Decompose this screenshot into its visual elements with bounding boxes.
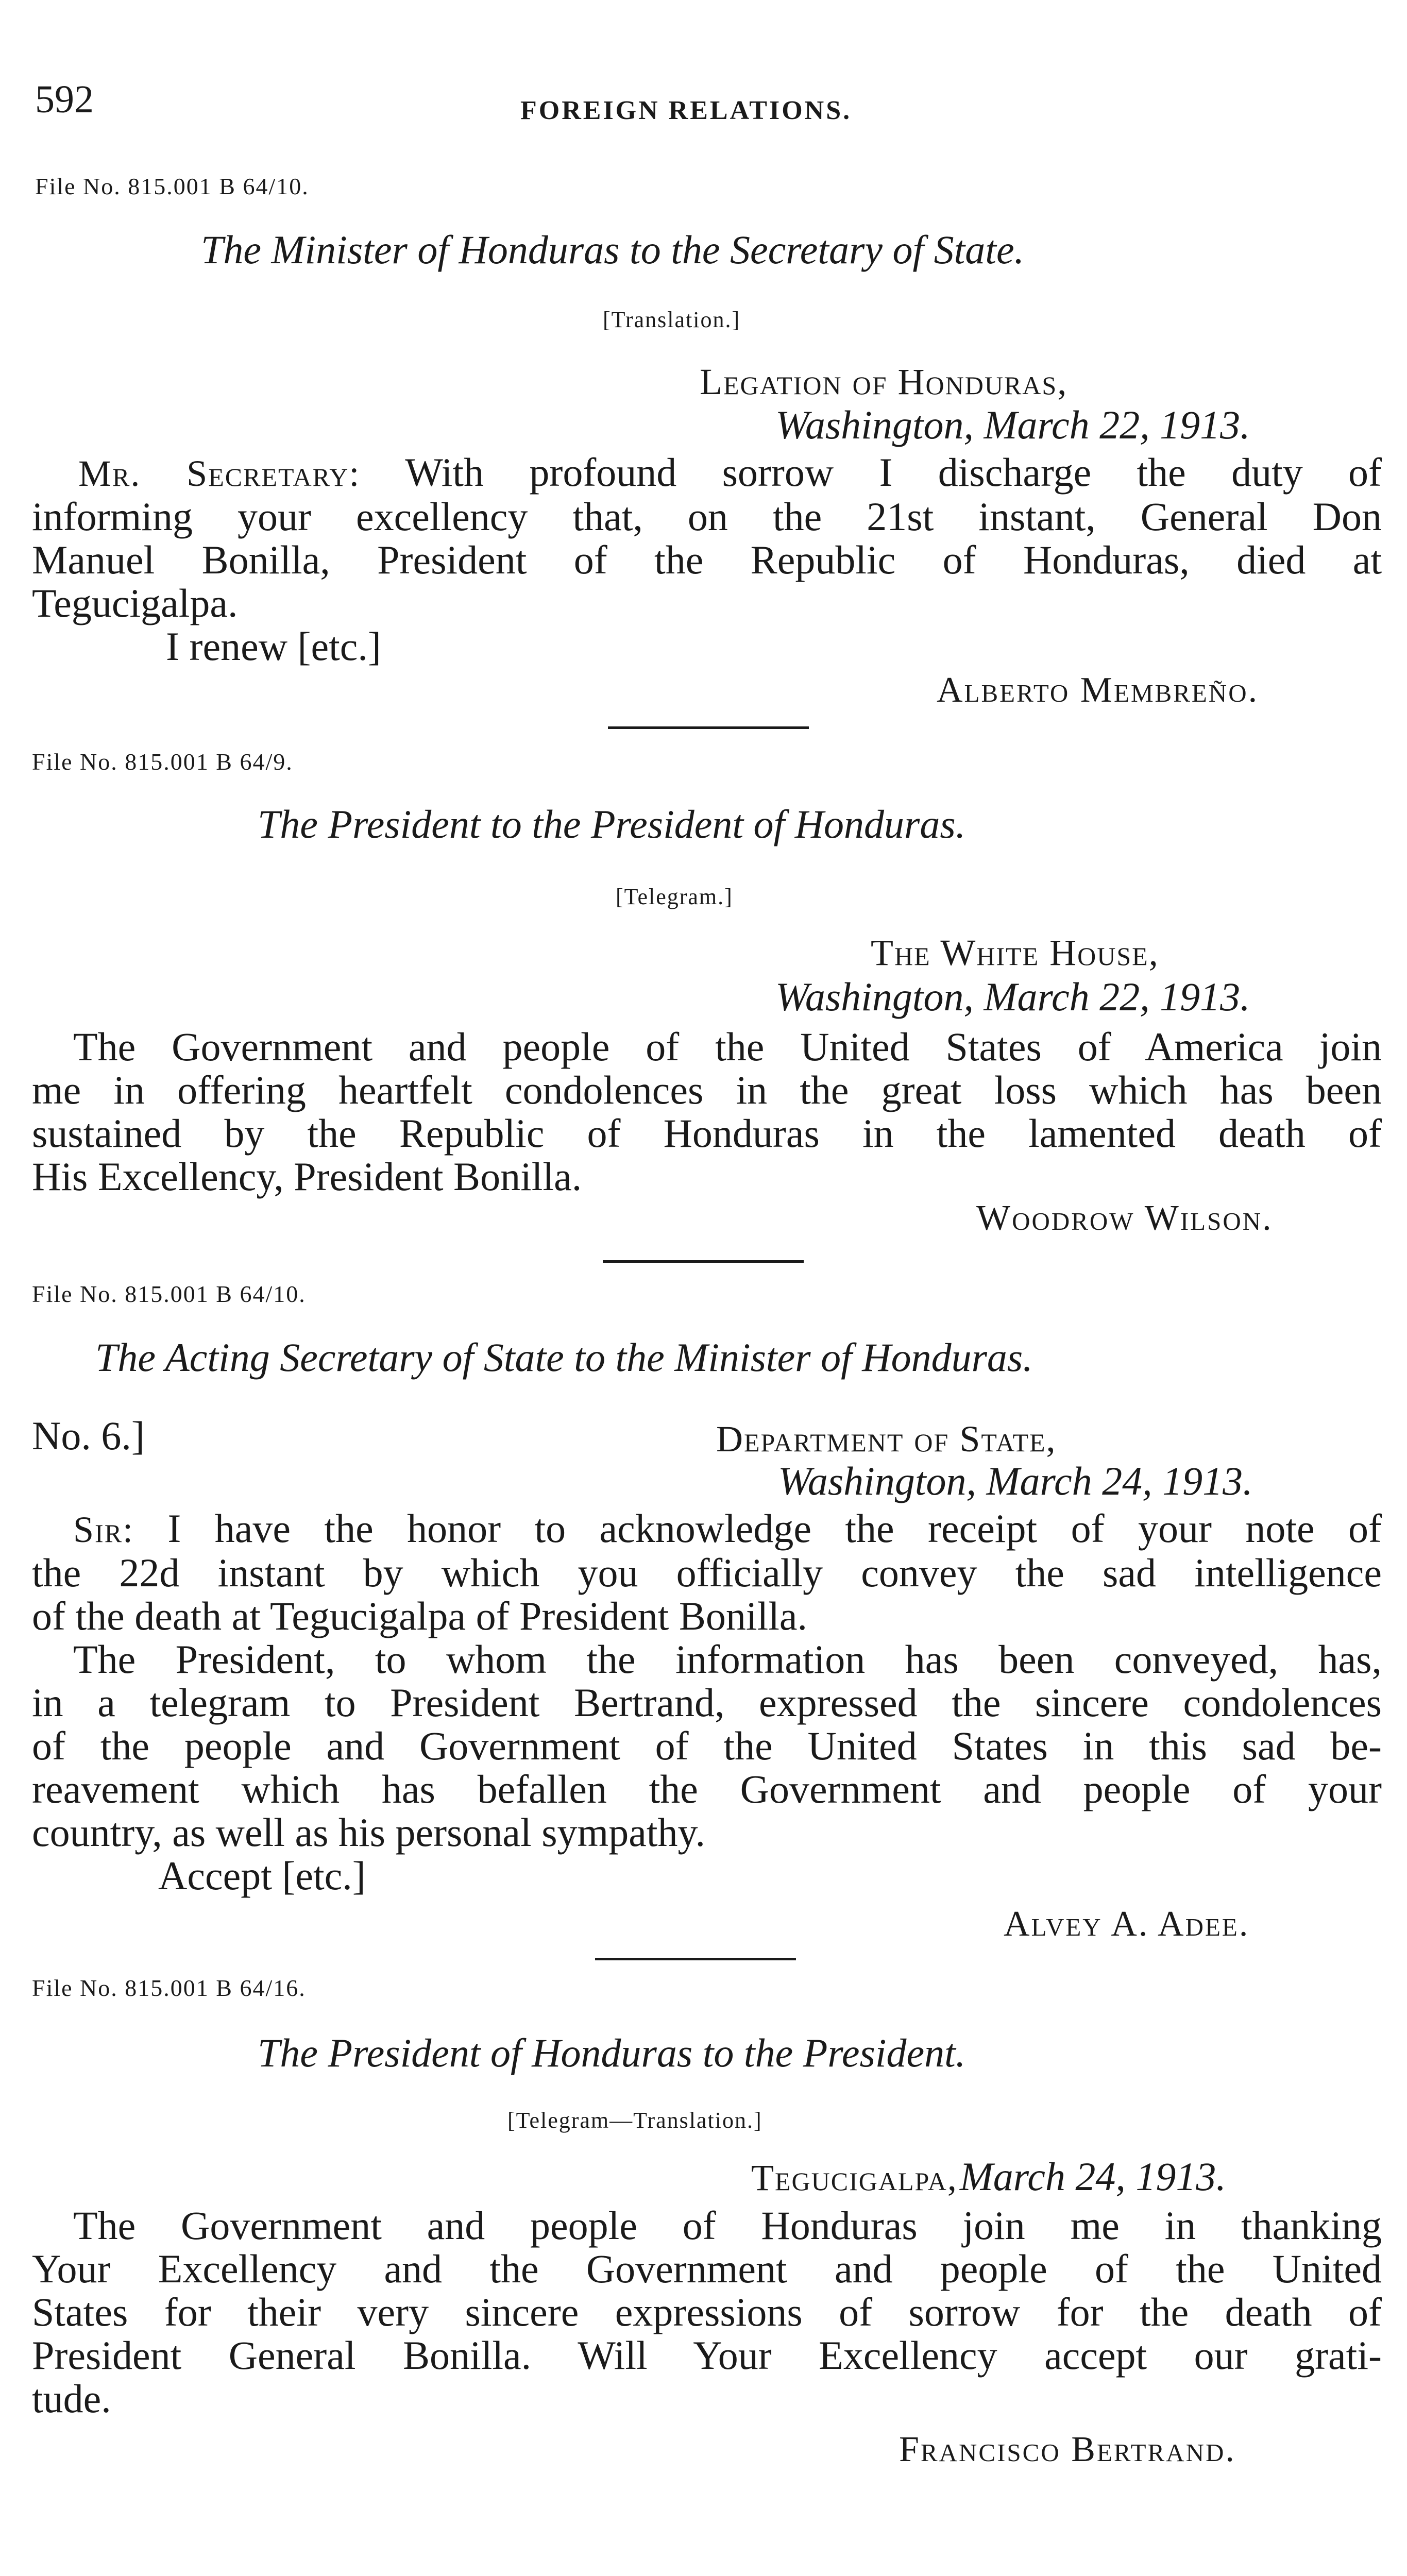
letter-date: Washington, March 22, 1913. (775, 974, 1250, 1019)
letter-title: The President of Honduras to the President. (258, 2030, 966, 2075)
body-line: Sir: I have the honor to acknowledge the receipt of your note of (73, 1506, 1382, 1551)
divider (603, 1260, 804, 1263)
letter-place: Legation of Honduras, (700, 361, 1068, 402)
body-line: country, as well as his personal sympathy. (32, 1810, 705, 1855)
file-number: File No. 815.001 B 64/9. (32, 749, 293, 775)
signature: Alvey A. Adee. (1004, 1904, 1250, 1944)
file-number: File No. 815.001 B 64/10. (32, 1281, 306, 1307)
salutation: Sir: (73, 1509, 134, 1550)
page-number: 592 (35, 78, 94, 121)
letter-body (32, 1507, 1382, 1897)
body-line: of the death at Tegucigalpa of President Bonilla. (32, 1594, 808, 1638)
file-number: File No. 815.001 B 64/10. (35, 173, 309, 199)
body-line: informing your excellency that, on the 21st instant, General Don (32, 494, 1382, 539)
closing: I renew [etc.] (166, 624, 381, 669)
signature: Francisco Bertrand. (899, 2430, 1236, 2469)
signature: Woodrow Wilson. (976, 1198, 1273, 1238)
body-line: sustained by the Republic of Honduras in the lamented death of (32, 1111, 1382, 1156)
letter-date: Washington, March 24, 1913. (778, 1459, 1253, 1503)
letter-body (32, 451, 1382, 668)
translation-note: [Translation.] (603, 307, 741, 332)
signature: Alberto Membreño. (937, 670, 1259, 710)
body-line: the 22d instant by which you officially convey the sad intelligence (32, 1550, 1382, 1595)
body-line: His Excellency, President Bonilla. (32, 1154, 582, 1199)
body-line: Tegucigalpa. (32, 581, 238, 625)
salutation: Mr. Secretary: (78, 453, 361, 494)
body-line: Mr. Secretary: With profound sorrow I discharge the duty of (78, 450, 1382, 495)
letter-place: Tegucigalpa, (751, 2157, 958, 2198)
letter-date: March 24, 1913. (959, 2154, 1226, 2199)
letter-title: The President to the President of Honduras. (258, 802, 966, 846)
body-line: tude. (32, 2376, 111, 2421)
body-line: me in offering heartfelt condolences in the great loss which has been (32, 1067, 1382, 1112)
letter-title: The Minister of Honduras to the Secretary of State. (201, 227, 1025, 272)
closing: Accept [etc.] (158, 1853, 366, 1898)
letter-place: The White House, (871, 932, 1159, 973)
divider (595, 1958, 796, 1960)
letter-body (32, 1025, 1382, 1198)
body-line: Manuel Bonilla, President of the Republic of Honduras, died at (32, 537, 1382, 582)
body-line: The Government and people of the United States of America join (73, 1024, 1382, 1069)
dispatch-number: No. 6.] (32, 1413, 145, 1458)
file-number: File No. 815.001 B 64/16. (32, 1975, 306, 2001)
letter-date: Washington, March 22, 1913. (775, 402, 1250, 447)
body-line: in a telegram to President Bertrand, expressed the sincere condolences (32, 1680, 1382, 1725)
body-line: States for their very sincere expressions of sorrow for the death of (32, 2290, 1382, 2334)
body-line: The Government and people of Honduras join me in thanking (73, 2203, 1382, 2248)
letter-place: Department of State, (716, 1418, 1057, 1460)
body-line: reavement which has befallen the Government and people of your (32, 1767, 1382, 1811)
body-line: President General Bonilla. Will Your Excellency accept our grati- (32, 2333, 1382, 2378)
body-line: Your Excellency and the Government and people of the United (32, 2246, 1382, 2291)
telegram-note: [Telegram.] (616, 884, 733, 909)
dateline (751, 2154, 1226, 2200)
letter-title: The Acting Secretary of State to the Minister of Honduras. (95, 1335, 1033, 1380)
letter-body (32, 2204, 1382, 2420)
divider (608, 726, 809, 729)
body-line: of the people and Government of the United States in this sad be- (32, 1723, 1382, 1768)
running-head: FOREIGN RELATIONS. (520, 96, 852, 125)
body-line: The President, to whom the information has been conveyed, has, (73, 1637, 1382, 1682)
telegram-note: [Telegram—Translation.] (507, 2108, 762, 2133)
